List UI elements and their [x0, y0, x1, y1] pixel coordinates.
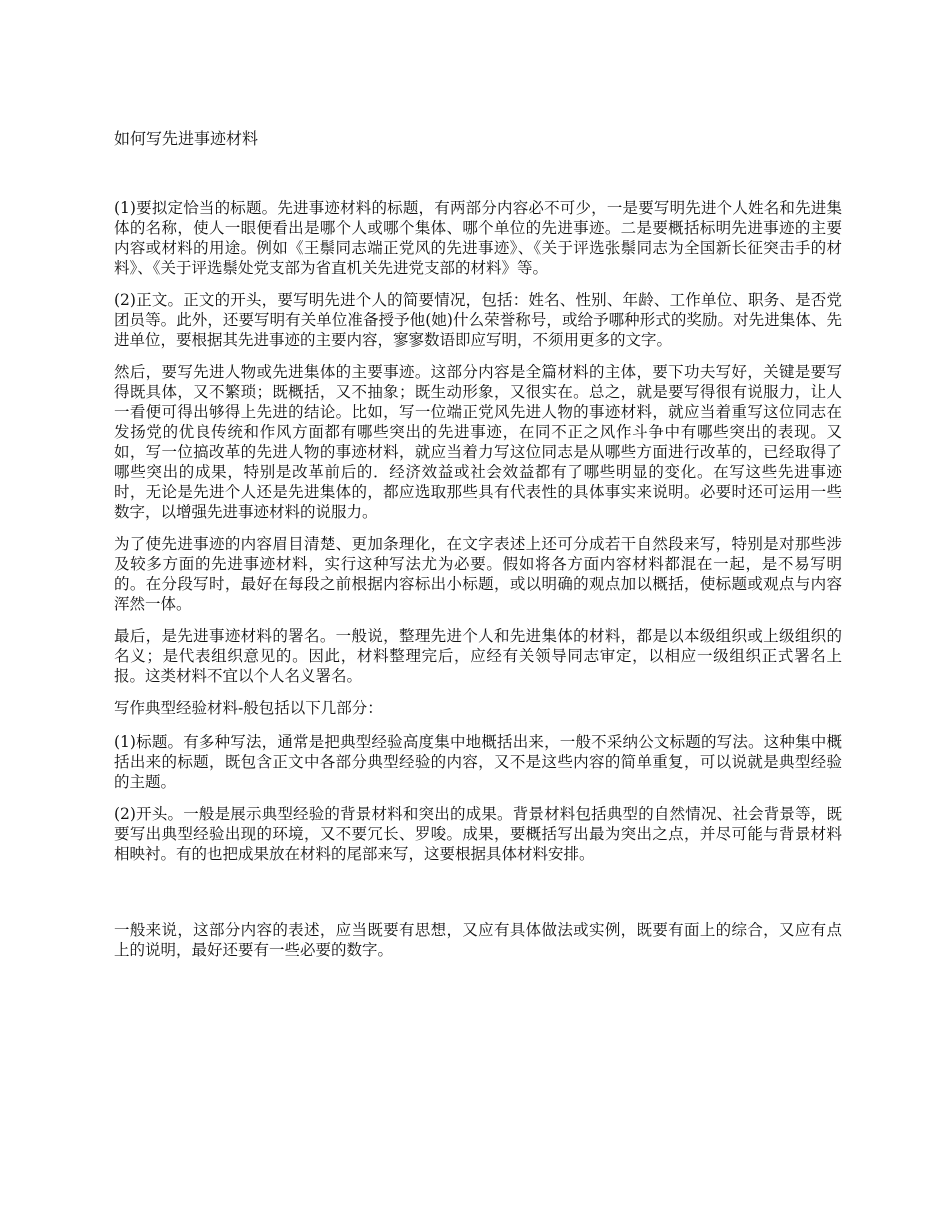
document-body	[114, 198, 842, 972]
paragraph-signature: 最后，是先进事迹材料的署名。一般说，整理先进个人和先进集体的材料，都是以本级组织或上级组织的名义；是代表组织意见的。因此，材料整理完后，应经有关领导同志审定，以相应一级组织正式署名上报。这类材料不宜以个人名义署名。	[114, 627, 842, 685]
document-title: 如何写先进事迹材料	[114, 129, 259, 148]
paragraph-experience-opening: (2)开头。一般是展示典型经验的背景材料和突出的成果。背景材料包括典型的自然情况、社会背景等，既要写出典型经验出现的环境，又不要冗长、罗唆。成果，要概括写出最为突出之点，并尽可能与背景材料相映衬。有的也把成果放在材料的尾部来写，这要根据具体材料安排。	[114, 805, 842, 863]
paragraph-title-requirement: (1)要拟定恰当的标题。先进事迹材料的标题，有两部分内容必不可少，一是要写明先进个人姓名和先进集体的名称，使人一眼便看出是哪个人或哪个集体、哪个单位的先进事迹。二是要概括标明先进事迹的主要内容或材料的用途。例如《王鬃同志端正党风的先进事迹》、《关于评选张鬃同志为全国新长征突击手的材料》、《关于评选鬃处党支部为省直机关先进党支部的材料》等。	[114, 199, 842, 277]
section-spacer	[114, 876, 842, 920]
paragraph-main-deeds: 然后，要写先进人物或先进集体的主要事迹。这部分内容是全篇材料的主体，要下功夫写好，关键是要写得既具体，又不繁琐；既概括，又不抽象；既生动形象，又很实在。总之，就是要写得很有说服力，让人一看便可得出够得上先进的结论。比如，写一位端正党风先进人物的事迹材料，就应当着重写这位同志在发扬党的优良传统和作风方面都有哪些突出的先进事迹，在同不正之风作斗争中有哪些突出的表现。又如，写一位搞改革的先进人物的事迹材料，就应当着力写这位同志是从哪些方面进行改革的，已经取得了哪些突出的成果，特别是改革前后的．经济效益或社会效益都有了哪些明显的变化。在写这些先进事迹时，无论是先进个人还是先进集体的，都应选取那些具有代表性的具体事实来说明。必要时还可运用一些数字，以增强先进事迹材料的说服力。	[114, 363, 842, 521]
paragraph-experience-title: (1)标题。有多种写法，通常是把典型经验高度集中地概括出来，一般不采纳公文标题的写法。这种集中概括出来的标题，既包含正文中各部分典型经验的内容，又不是这些内容的简单重复，可以说就是典型经验的主题。	[114, 733, 842, 791]
paragraph-body-opening: (2)正文。正文的开头，要写明先进个人的简要情况，包括：姓名、性别、年龄、工作单位、职务、是否党团员等。此外，还要写明有关单位准备授予他(她)什么荣誉称号，或给予哪种形式的奖励。对先进集体、先进单位，要根据其先进事迹的主要内容，寥寥数语即应写明，不须用更多的文字。	[114, 291, 842, 349]
paragraph-sectioning: 为了使先进事迹的内容眉目清楚、更加条理化，在文字表述上还可分成若干自然段来写，特别是对那些涉及较多方面的先进事迹材料，实行这种写法尤为必要。假如将各方面内容材料都混在一起，是不易写明的。在分段写时，最好在每段之前根据内容标出小标题，或以明确的观点加以概括，使标题或观点与内容浑然一体。	[114, 535, 842, 613]
paragraph-experience-heading: 写作典型经验材料-般包括以下几部分：	[114, 699, 383, 717]
paragraph-closing-summary: 一般来说，这部分内容的表述，应当既要有思想，又应有具体做法或实例，既要有面上的综合，又应有点上的说明，最好还要有一些必要的数字。	[114, 921, 842, 959]
